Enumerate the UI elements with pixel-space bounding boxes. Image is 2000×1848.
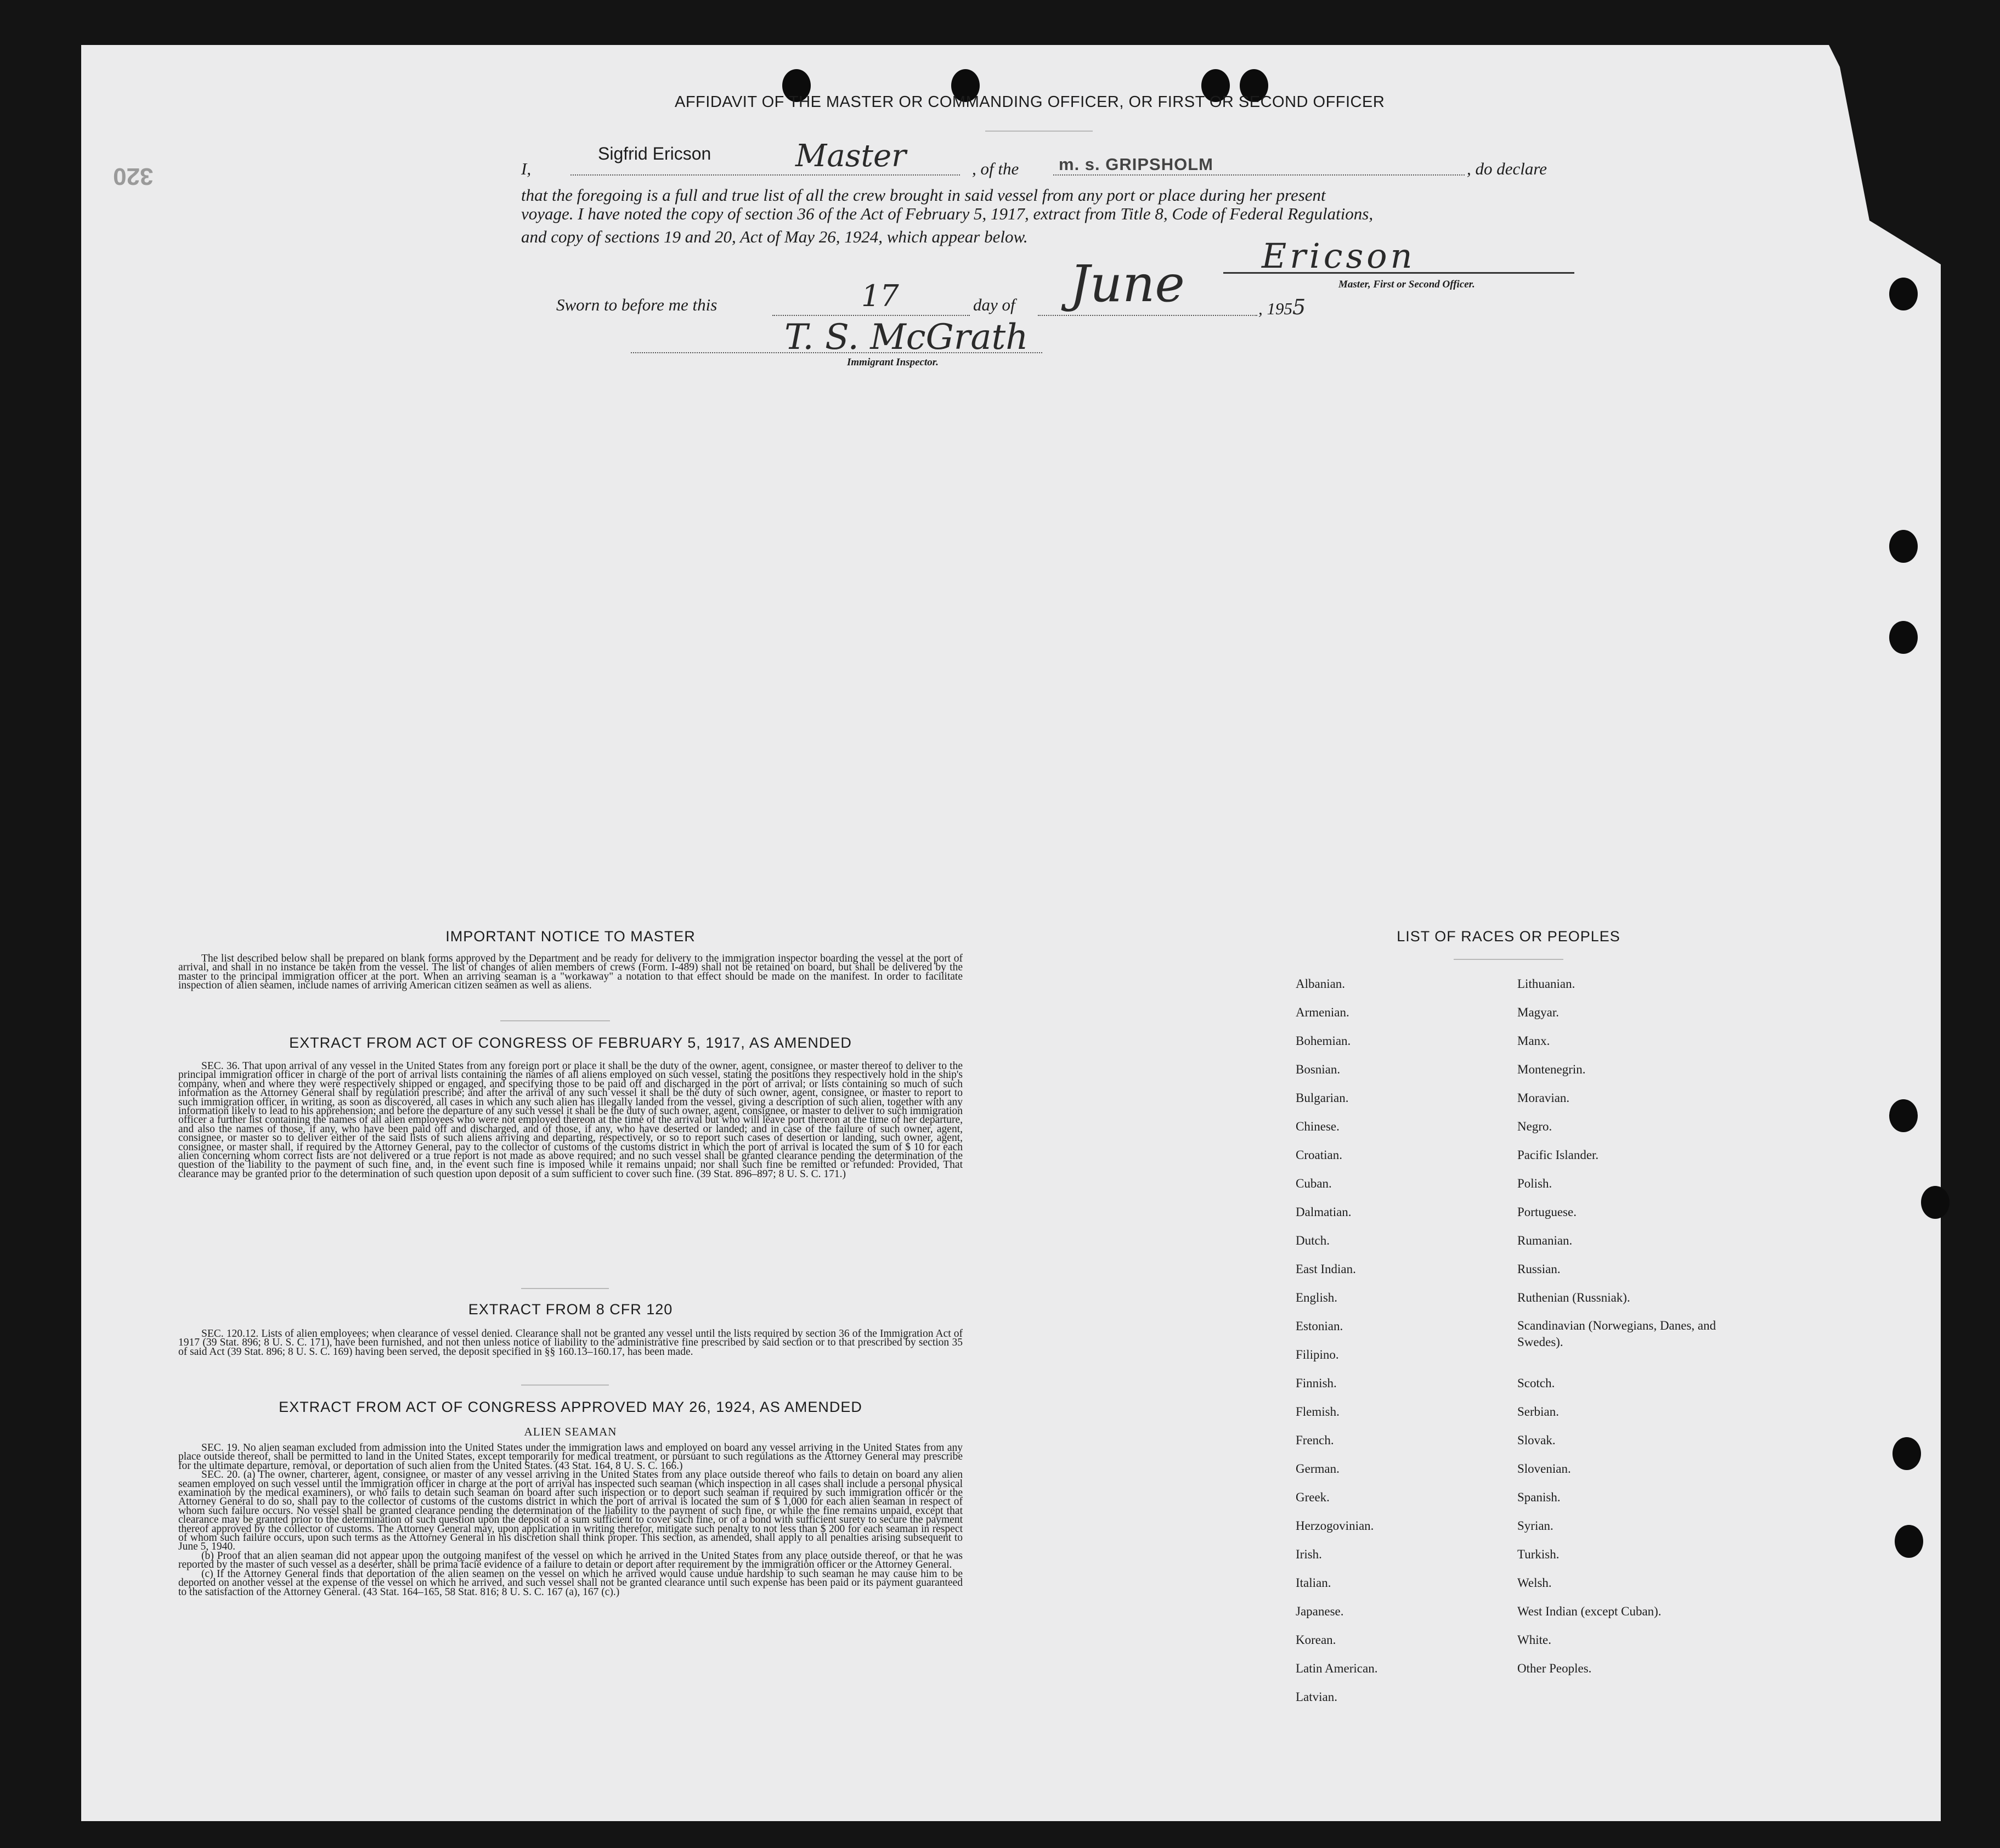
punch-hole — [1889, 621, 1918, 654]
race-item: Dalmatian. — [1296, 1205, 1352, 1219]
race-item: Other Peoples. — [1517, 1661, 1592, 1675]
declaration-line-4: and copy of sections 19 and 20, Act of May 26, 1924, which appear below. — [521, 227, 1028, 246]
divider — [500, 1020, 610, 1021]
year-prefix: , 195 — [1258, 299, 1292, 318]
race-item: Spanish. — [1517, 1490, 1561, 1504]
affidavit-title: AFFIDAVIT OF THE MASTER OR COMMANDING OFFICER, OR FIRST OR SECOND OFFICER — [675, 93, 1385, 111]
race-item: Negro. — [1517, 1120, 1552, 1133]
race-item: Slovenian. — [1517, 1462, 1571, 1476]
race-item: Lithuanian. — [1517, 977, 1575, 991]
race-item: Russian. — [1517, 1262, 1561, 1276]
extract-1924-heading: EXTRACT FROM ACT OF CONGRESS APPROVED MAY 26, 1924, AS AMENDED — [279, 1399, 862, 1415]
races-right-column — [1517, 970, 1759, 1683]
race-item: Magyar. — [1517, 1005, 1560, 1019]
race-item: Serbian. — [1517, 1405, 1560, 1419]
race-item: Armenian. — [1296, 1005, 1349, 1019]
extract-cfr-text — [178, 1330, 963, 1357]
section-20c-paragraph: (c) If the Attorney General finds that deportation of the alien seamen on the vessel on which he arrived would cause undue hardship to such seaman he may cause him to be deported on another vessel at the expense of the vessel on which he arrived, and such vessel shall not be granted clearance until such expense has been paid or its payment guaranteed to the satisfaction of the Attorney General. (43 Stat. 164–165, 58 Stat. 816; 8 U. S. C. 167 (a), 167 (c).) — [178, 1568, 963, 1598]
section-120-12-paragraph: SEC. 120.12. Lists of alien employees; when clearance of vessel denied. Clearance shall not be granted any vessel until the lists required by section 36 of the Immigration Act of 1917 (39 Stat. 896; 8 U. S. C. 171), have been furnished, and not then unless notice of liability to the administrative fine prescribed by said section or to that prescribed by section 35 of said Act (39 Stat. 896; 8 U. S. C. 169) having been served, the deposit specified in §§ 160.13–160.17, has been made. — [178, 1328, 963, 1358]
inspector-caption: Immigrant Inspector. — [847, 357, 939, 368]
extract-1924-text — [178, 1444, 963, 1597]
master-name: Sigfrid Ericson — [598, 144, 711, 163]
rank-handwritten: Master — [795, 138, 906, 174]
race-item: Italian. — [1296, 1576, 1331, 1590]
sworn-day-handwritten: 17 — [861, 279, 899, 313]
race-item: Syrian. — [1517, 1519, 1553, 1533]
name-dotted-line — [570, 174, 960, 176]
race-item: Filipino. — [1296, 1348, 1339, 1361]
race-item: Scotch. — [1517, 1376, 1555, 1390]
race-item: Croatian. — [1296, 1148, 1342, 1162]
race-item: French. — [1296, 1433, 1334, 1447]
year-handwritten: 5 — [1292, 295, 1306, 319]
race-item: Korean. — [1296, 1633, 1336, 1647]
race-item: Polish. — [1517, 1177, 1552, 1190]
race-item: Cuban. — [1296, 1177, 1332, 1190]
declaration-line-2: that the foregoing is a full and true list of all the crew brought in said vessel from any port or place during her present — [521, 185, 1326, 205]
vessel-name-stamp: m. s. GRIPSHOLM — [1059, 155, 1213, 174]
punch-hole — [1892, 1437, 1921, 1470]
race-item: Estonian. — [1296, 1319, 1343, 1333]
race-item: Bosnian. — [1296, 1063, 1341, 1076]
day-dotted-line — [772, 315, 970, 316]
race-item: Japanese. — [1296, 1604, 1344, 1618]
race-item: German. — [1296, 1462, 1340, 1476]
punch-hole — [1921, 1186, 1950, 1219]
notice-text — [178, 954, 963, 991]
race-item: Latvian. — [1296, 1690, 1337, 1704]
declaration-line-3: voyage. I have noted the copy of section 36 of the Act of February 5, 1917, extract from Title 8, Code of Federal Regulations, — [521, 204, 1374, 223]
race-item: Greek. — [1296, 1490, 1330, 1504]
declare-label: , do declare — [1467, 159, 1547, 178]
race-item: Rumanian. — [1517, 1234, 1573, 1247]
divider — [521, 1288, 609, 1289]
race-item: Dutch. — [1296, 1234, 1330, 1247]
race-item: Scandinavian (Norwegians, Danes, and Swedes). — [1517, 1319, 1716, 1349]
notice-paragraph: The list described below shall be prepared on blank forms approved by the Department and be ready for delivery to the immigration inspector boarding the vessel at the port of arrival, and shall in no instance be taken from the vessel. The list of changes of alien members of crews (Form. I-489) shall not be retained on board, but shall be delivered by the master to the principal immigration officer at the port. When an arriving seaman is a "workaway" a notation to that effect should be made on the manifest. In order to facilitate inspection of alien seamen, include names of arriving American citizen seamen as well as aliens. — [178, 953, 963, 992]
race-item: White. — [1517, 1633, 1551, 1647]
divider — [521, 1384, 609, 1386]
month-dotted-line — [1038, 315, 1257, 316]
notice-heading: IMPORTANT NOTICE TO MASTER — [445, 928, 696, 945]
race-item: Manx. — [1517, 1034, 1550, 1048]
punch-hole — [1895, 1525, 1923, 1558]
race-item: Chinese. — [1296, 1120, 1340, 1133]
page-number-stamp: 320 — [113, 163, 154, 190]
race-item: Turkish. — [1517, 1547, 1560, 1561]
race-item: Slovak. — [1517, 1433, 1556, 1447]
race-item: Flemish. — [1296, 1405, 1340, 1419]
race-item: Montenegrin. — [1517, 1063, 1586, 1076]
master-signature: Ericson — [1262, 236, 1416, 276]
signature-line — [1223, 272, 1574, 274]
punch-hole — [1889, 278, 1918, 310]
race-item: Bohemian. — [1296, 1034, 1351, 1048]
race-item: East Indian. — [1296, 1262, 1356, 1276]
vessel-dotted-line — [1053, 174, 1465, 176]
race-item: Pacific Islander. — [1517, 1148, 1599, 1162]
race-item: Welsh. — [1517, 1576, 1552, 1590]
year-label — [1258, 295, 1306, 319]
declaration-prefix: I, — [521, 159, 532, 178]
race-item: Finnish. — [1296, 1376, 1337, 1390]
section-19-paragraph: SEC. 19. No alien seaman excluded from admission into the United States under the immigration laws and employed on board any vessel arriving in the United States from any place outside thereof, shall be permitted to land in the United States, except temporarily for medical treatment, or pursuant to such regulations as the Attorney General may prescribe for the ultimate departure, removal, or deportation of such alien from the United States. (43 Stat. 164, 8 U. S. C. 166.) — [178, 1442, 963, 1472]
section-20b-paragraph: (b) Proof that an alien seaman did not appear upon the outgoing manifest of the vessel on which he arrived in the United States from any place outside thereof, or that he was reported by the master of such vessel as a deserter, shall be prima facie evidence of a failure to detain or deport after requirement by the immigration officer or the Attorney General. — [178, 1550, 963, 1571]
signature-caption: Master, First or Second Officer. — [1338, 279, 1475, 290]
race-item: Ruthenian (Russniak). — [1517, 1291, 1630, 1304]
race-item: Albanian. — [1296, 977, 1346, 991]
day-of-label: day of — [973, 295, 1015, 314]
extract-1917-text — [178, 1062, 963, 1179]
race-item: Bulgarian. — [1296, 1091, 1349, 1105]
sworn-label: Sworn to before me this — [556, 295, 717, 314]
divider — [985, 131, 1093, 132]
race-item: English. — [1296, 1291, 1338, 1304]
divider — [1454, 959, 1563, 960]
punch-hole — [1889, 1099, 1918, 1132]
inspector-dotted-line — [631, 352, 1042, 353]
race-item: Portuguese. — [1517, 1205, 1577, 1219]
race-item: Moravian. — [1517, 1091, 1570, 1105]
race-item: Herzogovinian. — [1296, 1519, 1374, 1533]
alien-seaman-subheading: ALIEN SEAMAN — [524, 1425, 617, 1438]
race-item: Latin American. — [1296, 1661, 1378, 1675]
race-item: Irish. — [1296, 1547, 1322, 1561]
sworn-month-handwritten: June — [1070, 255, 1185, 313]
punch-hole — [1889, 530, 1918, 563]
inspector-signature: T. S. McGrath — [784, 317, 1029, 358]
section-36-paragraph: SEC. 36. That upon arrival of any vessel in the United States from any foreign port or place it shall be the duty of the owner, agent, consignee, or master thereof to deliver to the principal immigration officer in charge of the port of arrival lists containing the names of all aliens employed on such vessel, stating the positions they respectively hold in the ship's company, when and where they were respectively shipped or engaged, and specifying those to be paid off and discharged in the port of arrival; or lists containing so much of such information as the Attorney General shall by regulation prescribe; and after the arrival of any such vessel it shall be the duty of such owner, agent, consignee, or master to report to such immigration officer, in writing, as soon as discovered, all cases in which any such alien has illegally landed from the vessel, giving a description of such alien, together with any information likely to lead to his apprehension; and before the departure of any such vessel it shall be the duty of such owner, agent, consignee, or master to deliver to such immigration officer a further list containing the names of all alien employees who were not employed thereon at the time of the arrival but who will leave port thereon at the time of her departure, and also the names of those, if any, who have been paid off and discharged, and of those, if any, who have deserted or landed; and in case of the failure of such owner, agent, consignee, or master so to deliver either of the said lists of such aliens arriving and departing, respectively, or so to report such cases of desertion or landing, such owner, agent, consignee, or master shall, if required by the Attorney General, pay to the collector of customs of the customs district in which the port of arrival is located the sum of $ 10 for each alien concerning whom correct lists are not delivered or a true report is not made as above required; and no such vessel shall be granted clearance pending the determination of the question of the liability to the payment of such fine, and, in the event such fine is imposed while it remains unpaid; nor shall such fine be remitted or refunded: Provided, That clearance may be granted prior to the determination of such question upon deposit of a sum sufficient to cover such fine. (39 Stat. 896–897; 8 U. S. C. 171.) — [178, 1060, 963, 1180]
races-left-column — [1296, 970, 1526, 1711]
section-20a-paragraph: SEC. 20. (a) The owner, charterer, agent, consignee, or master of any vessel arriving in the United States from any place outside thereof who fails to detain on board any alien seamen employed on such vessel until the immigration officer in charge at the port of arrival has inspected such seaman (which inspection in all cases shall include a personal physical examination by the medical examiners), or who fails to detain such seaman on board after such inspection or to deport such seaman if required by such immigration officer or the Attorney General to do so, shall pay to the collector of customs of the customs district in which the port of arrival is located the sum of $ 1,000 for each alien seaman in respect of whom such failure occurs. No vessel shall be granted clearance pending the determination of the liability to the payment of such fine, or while the fine remains unpaid, except that clearance may be granted prior to the determination of such question upon the deposit of a sum sufficient to cover such fine, or of a bond with sufficient surety to secure the payment thereof approved by the collector of customs. The Attorney General may, upon application in writing therefor, mitigate such penalty to not less than $ 200 for each seaman in respect of whom such failure occurs, upon such terms as the Attorney General in his discretion shall think proper. This section, as amended, shall apply to all penalties arising subsequent to June 5, 1940. — [178, 1469, 963, 1553]
of-the-label: , of the — [972, 159, 1019, 178]
extract-1917-heading: EXTRACT FROM ACT OF CONGRESS OF FEBRUARY 5, 1917, AS AMENDED — [289, 1035, 852, 1051]
extract-cfr-heading: EXTRACT FROM 8 CFR 120 — [468, 1301, 673, 1318]
races-heading: LIST OF RACES OR PEOPLES — [1397, 928, 1620, 945]
race-item: West Indian (except Cuban). — [1517, 1604, 1662, 1618]
